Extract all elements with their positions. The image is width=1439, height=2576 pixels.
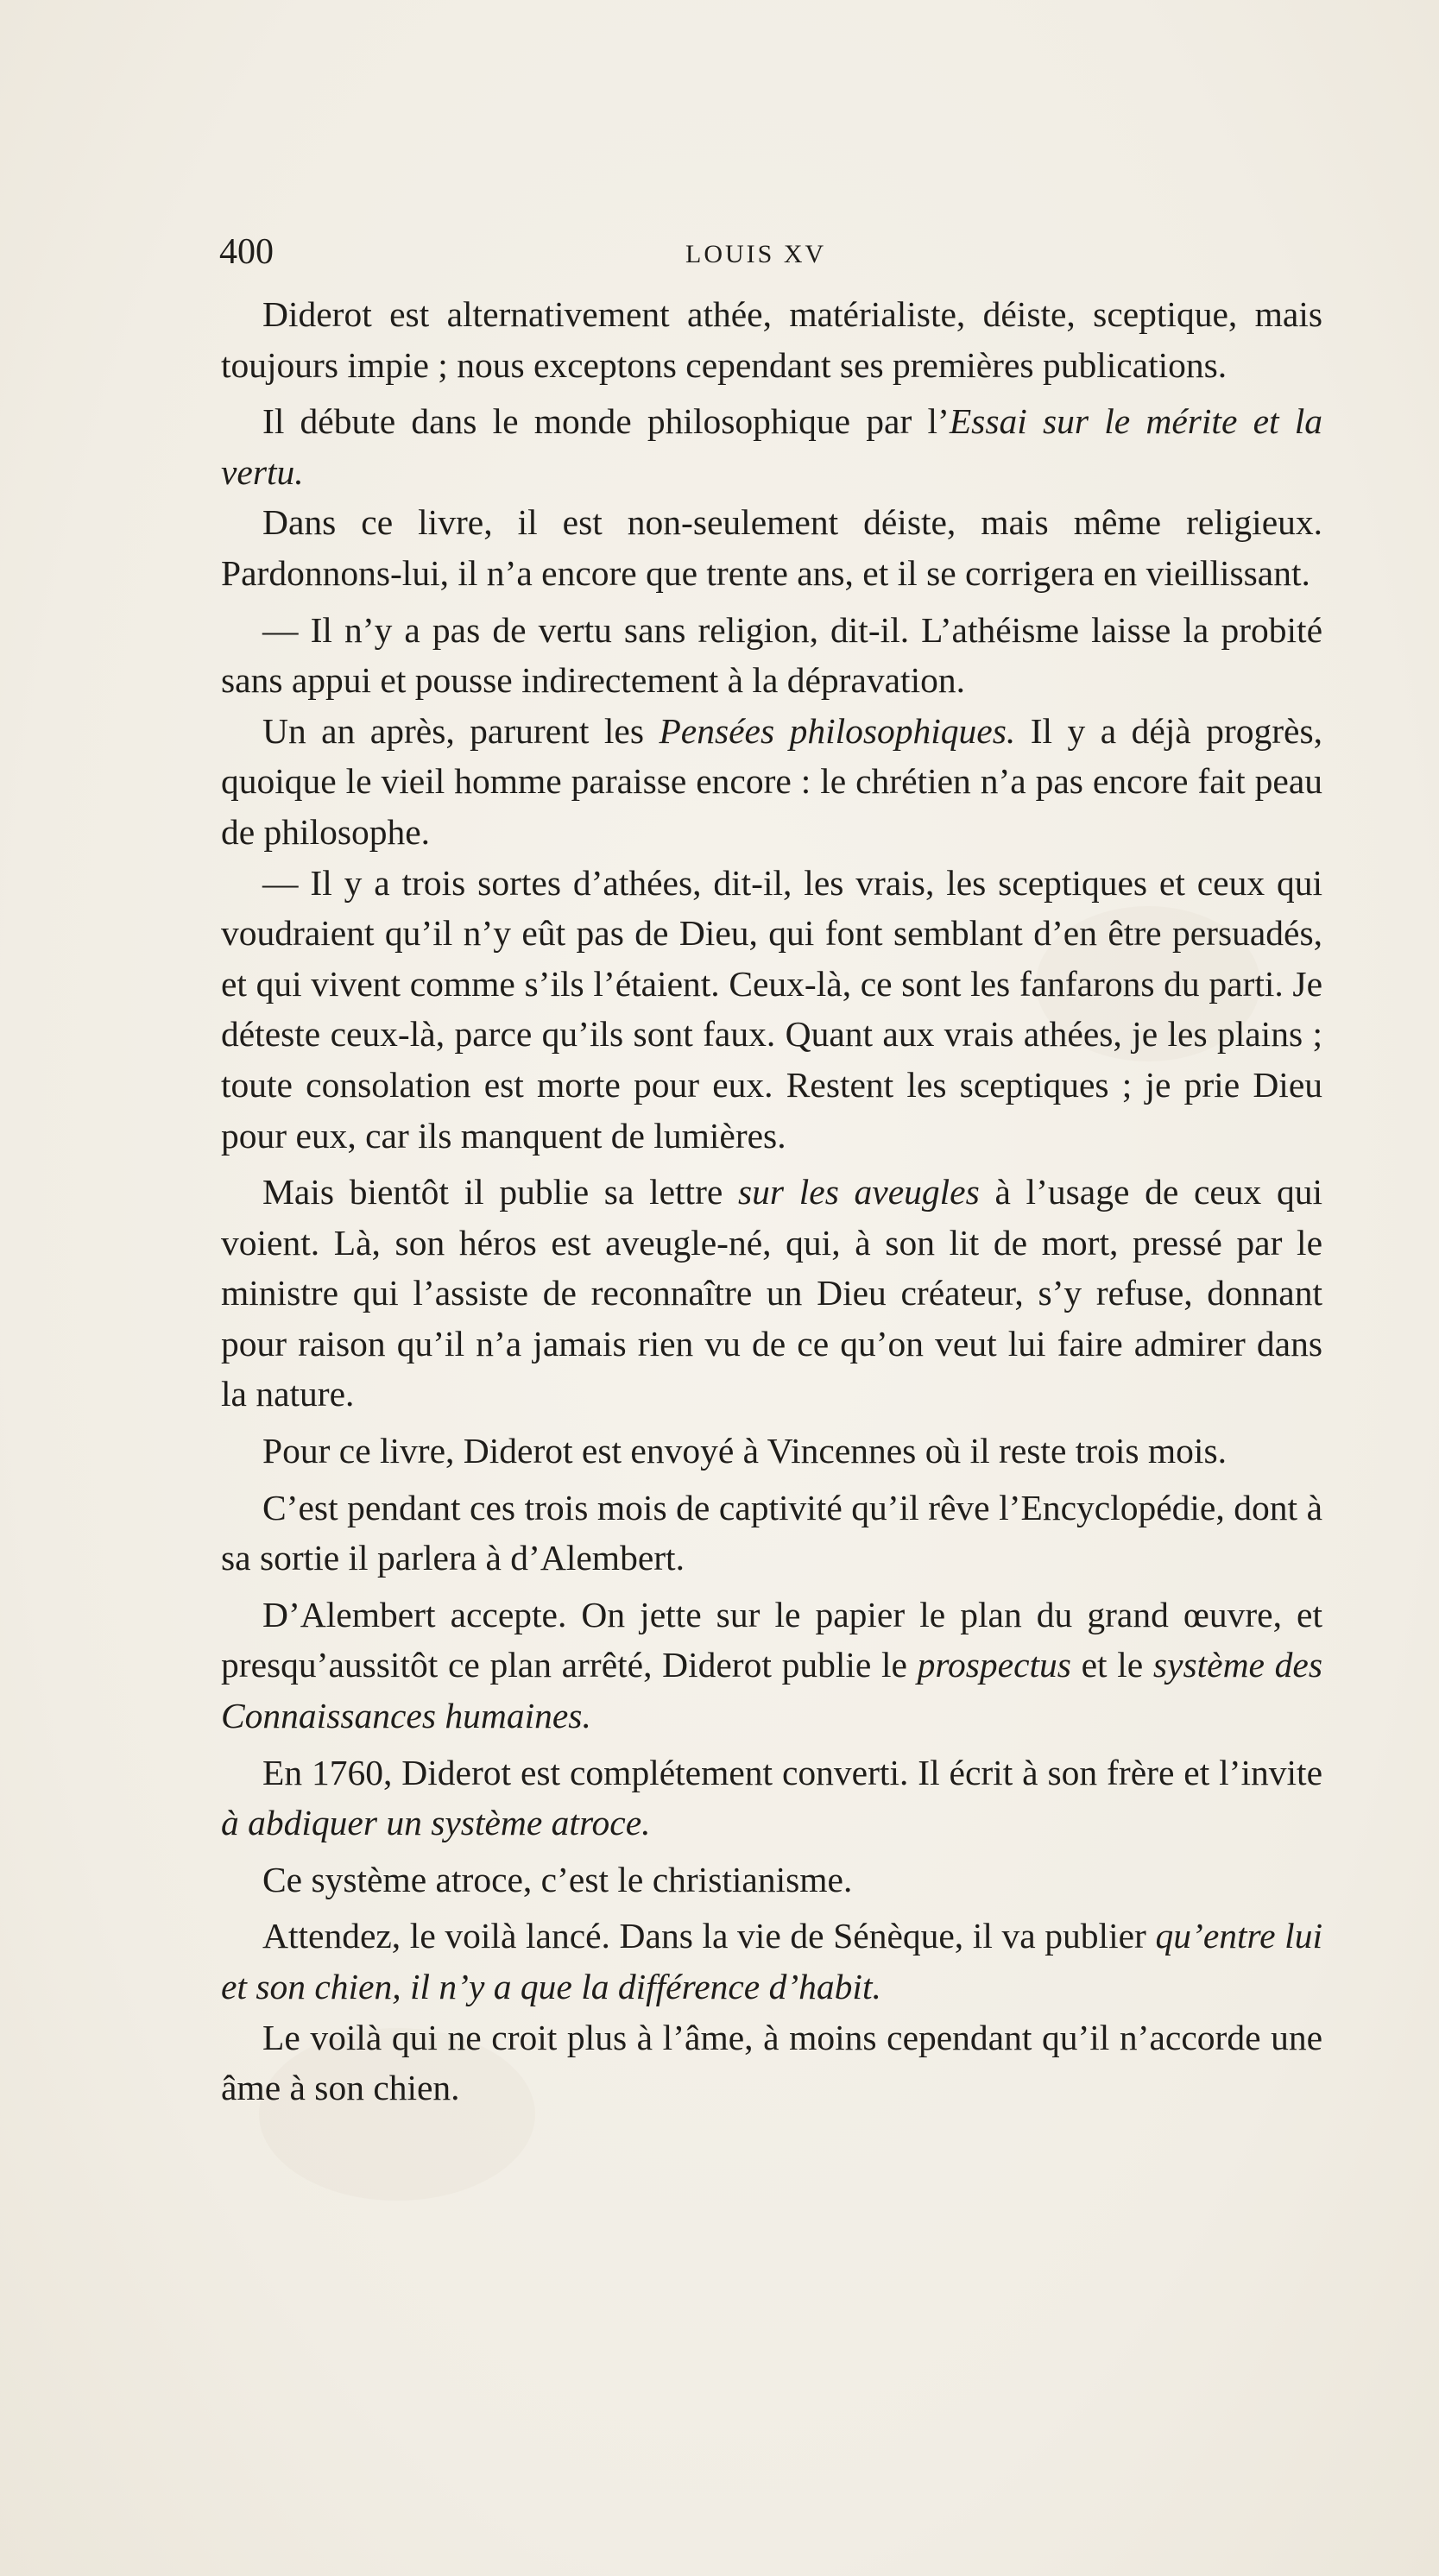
text-run: D’Alembert accepte. On jette sur le papier le plan du grand œuvre, et presqu’aussitôt ce plan arrêté, Diderot publie le	[221, 1594, 1322, 1685]
page-number: 400	[219, 232, 274, 272]
text-run: Attendez, le voilà lancé. Dans la vie de Sénèque, il va publier	[262, 1916, 1156, 1956]
text-run: à l’usage de ceux qui voient. Là, son héros est aveugle-né, qui, à son lit de mort, pressé par le ministre qui l’assiste de reconnaître un Dieu créateur, s’y refuse, donnant pour raison qu’il n’a jamais rien vu de ce qu’on veut lui faire admirer dans la nature.	[221, 1172, 1322, 1414]
body-text	[221, 289, 1322, 2113]
text-run: C’est pendant ces trois mois de captivité qu’il rêve l’Encyclopédie, dont à sa sortie il parlera à d’Alembert.	[221, 1487, 1322, 1578]
paragraph	[221, 497, 1322, 598]
text-run: et le	[1070, 1645, 1153, 1685]
paragraph	[221, 1426, 1322, 1477]
paragraph	[221, 605, 1322, 706]
italic-text: prospectus	[917, 1645, 1071, 1685]
paragraph	[221, 1748, 1322, 1849]
text-run: Un an après, parurent les	[262, 710, 660, 751]
italic-text: qu’entre lui et son chien, il n’y a que la différence d’habit.	[221, 1916, 1322, 2006]
text-run: Ce système atroce, c’est le christianisme.	[262, 1859, 853, 1899]
text-run: — Il n’y a pas de vertu sans religion, dit-il. L’athéisme laisse la probité sans appui et pousse indirectement à la dépravation.	[221, 609, 1322, 701]
paragraph	[221, 396, 1322, 497]
running-head	[219, 231, 1324, 274]
italic-text: sur les aveugles	[738, 1172, 980, 1212]
text-run: Pour ce livre, Diderot est envoyé à Vincennes où il reste trois mois.	[262, 1431, 1227, 1471]
text-run: En 1760, Diderot est complétement converti. Il écrit à son frère et l’invite	[262, 1752, 1322, 1792]
text-run: Il débute dans le monde philosophique par l’	[262, 401, 950, 442]
italic-text: à abdiquer un système atroce.	[221, 1803, 651, 1843]
italic-text: système des Connaissances humaines.	[221, 1645, 1322, 1736]
text-run: Il y a déjà progrès, quoique le vieil homme paraisse encore : le chrétien n’a pas encore fait peau de philosophe.	[221, 710, 1322, 852]
text-run: Le voilà qui ne croit plus à l’âme, à moins cependant qu’il n’accorde une âme à son chien.	[221, 2017, 1322, 2108]
italic-text: Essai sur le mérite et la vertu.	[221, 401, 1322, 492]
paragraph	[221, 1855, 1322, 1905]
italic-text: Pensées philosophiques.	[659, 710, 1016, 751]
text-run: — Il y a trois sortes d’athées, dit-il, les vrais, les sceptiques et ceux qui voudraient qu’il n’y eût pas de Dieu, qui font semblant d’en être persuadés, et qui vivent comme s’ils l’étaient. Ceux-là, ce sont les fanfarons du parti. Je déteste ceux-là, parce qu’ils sont faux. Quant aux vrais athées, je les plains ; toute consolation est morte pour eux. Restent les sceptiques ; je prie Dieu pour eux, car ils manquent de lumières.	[221, 862, 1322, 1156]
paragraph	[221, 706, 1322, 858]
paragraph	[221, 1590, 1322, 1741]
paragraph	[221, 1911, 1322, 2012]
text-run: Dans ce livre, il est non-seulement déiste, mais même religieux. Pardonnons-lui, il n’a encore que trente ans, et il se corrigera en vieillissant.	[221, 502, 1322, 593]
text-run: Diderot est alternativement athée, matérialiste, déiste, sceptique, mais toujours impie ; nous exceptons cependant ses premières publications.	[221, 294, 1322, 385]
paragraph	[221, 289, 1322, 390]
text-run: Mais bientôt il publie sa lettre	[262, 1172, 739, 1212]
paragraph	[221, 2012, 1322, 2113]
paragraph	[221, 858, 1322, 1162]
paragraph	[221, 1167, 1322, 1420]
paragraph	[221, 1483, 1322, 1584]
running-title: LOUIS XV	[685, 240, 827, 268]
